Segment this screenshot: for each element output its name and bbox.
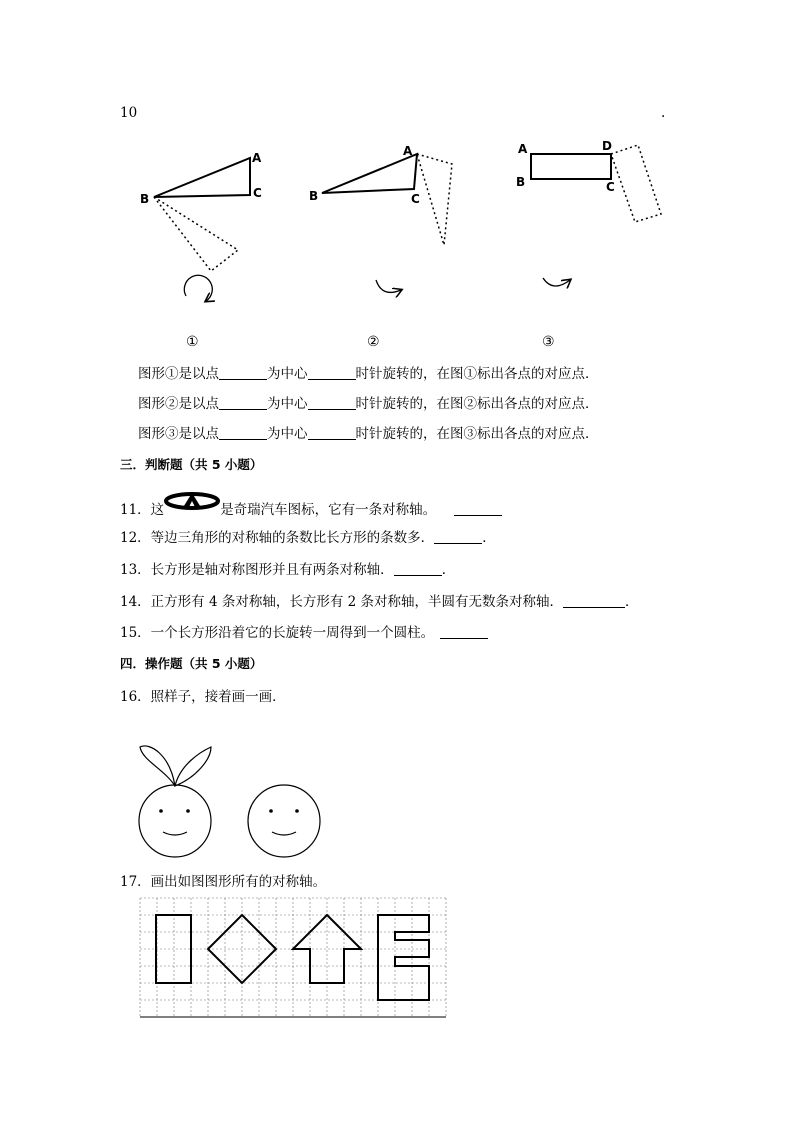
fig3-label-c: C [606,180,615,194]
q14-end: ． [625,594,639,610]
fig1-caption: ① [186,334,199,350]
fig2-label-c: C [411,192,420,206]
fig1-label-c: C [253,186,262,200]
fig3-label-a: A [518,142,528,156]
fig2-caption: ② [367,334,380,350]
fig1-label-a: A [252,151,262,165]
question-10-trailing-mark: . [661,105,666,121]
question-17: 17．画出如图图形所有的对称轴。 [120,874,327,890]
q15-text: 15．一个长方形沿着它的长旋转一周得到一个圆柱。 [120,625,435,641]
q13-text: 13．长方形是轴对称图形并且有两条对称轴． [120,562,394,578]
q10-line-3-part2: 为中心 [267,426,308,442]
shape-letter-e [378,915,429,1000]
q10-line-3-part3: 时针旋转的，在图③标出各点的对应点． [355,426,599,442]
section-3-title: 三．判断题（共 5 小题） [120,457,263,472]
q11-pre: 11．这 [120,502,165,518]
fig3-label-b: B [516,175,526,189]
q12-text: 12．等边三角形的对称轴的条数比长方形的条数多． [120,530,435,546]
shape-arrow [293,915,361,983]
fig2-label-a: A [403,144,413,158]
q10-line-2-part1: 图形②是以点 [138,396,219,412]
q10-line-3-part1: 图形③是以点 [138,426,219,442]
section-4-title: 四．操作题（共 5 小题） [120,656,263,671]
q11-post: 是奇瑞汽车图标，它有一条对称轴。 [220,502,437,518]
fig2-label-b: B [309,189,319,203]
q10-line-1-part3: 时针旋转的，在图①标出各点的对应点． [355,366,599,382]
question-16: 16．照样子，接着画一画． [120,689,286,705]
fig3-caption: ③ [542,334,555,350]
q13-end: ． [441,562,456,578]
fig1-label-b: B [140,192,150,206]
question-10-number: 10 [120,105,138,121]
q10-line-2-part3: 时针旋转的，在图②标出各点的对应点． [355,396,599,412]
fig3-label-d: D [602,139,612,153]
q10-line-1-part2: 为中心 [267,366,308,382]
q10-line-1-part1: 图形①是以点 [138,366,219,382]
q14-text: 14．正方形有 4 条对称轴，长方形有 2 条对称轴，半圆有无数条对称轴． [120,594,564,610]
q12-end: ． [482,530,496,546]
grid-shapes [156,915,429,1000]
q10-line-2-part2: 为中心 [267,396,308,412]
